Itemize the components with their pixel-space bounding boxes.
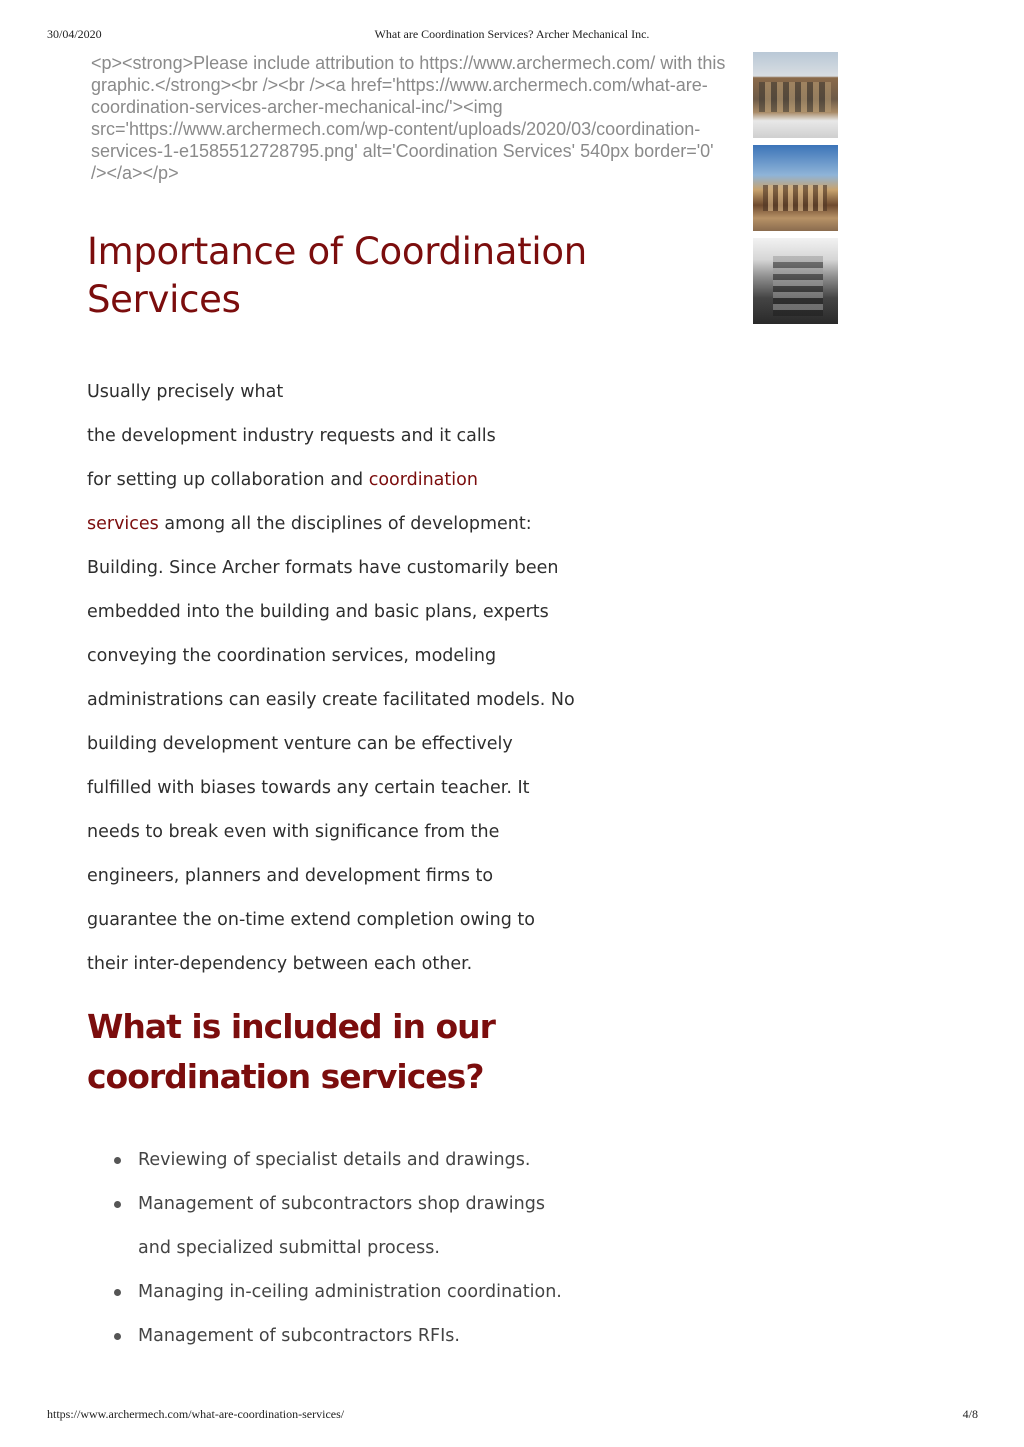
paragraph-line: administrations can easily create facilitated models. No <box>87 690 575 710</box>
bullet-icon <box>114 1289 121 1296</box>
list-item <box>112 1314 672 1358</box>
bullet-icon <box>114 1333 121 1340</box>
embed-code-line: graphic.</strong><br /><br /><a href='https://www.archermech.com/what-are- <box>91 75 708 95</box>
paragraph-line: embedded into the building and basic plans, experts <box>87 602 549 622</box>
paragraph-line: guarantee the on-time extend completion owing to <box>87 910 536 930</box>
print-url[interactable]: https://www.archermech.com/what-are-coordination-services/ <box>47 1407 345 1421</box>
embed-code-line: services-1-e1585512728795.png' alt='Coordination Services' 540px border='0' <box>91 141 714 161</box>
print-page-title: What are Coordination Services? Archer Mechanical Inc. <box>374 27 650 41</box>
paragraph-line: engineers, planners and development firms to <box>87 866 494 886</box>
print-header <box>0 27 1024 43</box>
paragraph-text: for setting up collaboration and <box>87 470 369 490</box>
included-list <box>112 1138 672 1358</box>
embed-code-snippet <box>91 52 757 192</box>
paragraph-text: among all the disciplines of development: <box>158 514 532 534</box>
paragraph-line: Building. Since Archer formats have customarily been <box>87 558 559 578</box>
embed-code-line: coordination-services-archer-mechanical-inc/'><img <box>91 97 503 117</box>
paragraph-line: building development venture can be effectively <box>87 734 513 754</box>
paragraph-line: Usually precisely what <box>87 382 284 402</box>
embed-code-line: <p><strong>Please include attribution to https://www.archermech.com/ with this <box>91 53 726 73</box>
list-item-text: Managing in-ceiling administration coordination. <box>138 1282 562 1302</box>
paragraph-line <box>87 502 647 546</box>
print-date: 30/04/2020 <box>47 27 102 41</box>
paragraph-line: their inter-dependency between each other. <box>87 954 473 974</box>
building-thumbnail-2[interactable] <box>753 145 838 231</box>
bullet-icon <box>114 1201 121 1208</box>
list-item <box>112 1138 672 1182</box>
building-thumbnail-1[interactable] <box>753 52 838 138</box>
paragraph-line: conveying the coordination services, modeling <box>87 646 497 666</box>
list-item <box>112 1182 672 1270</box>
sidebar-thumbnails <box>753 52 838 331</box>
included-heading <box>87 1002 647 1102</box>
importance-heading-line: Services <box>87 278 241 321</box>
coordination-services-link[interactable]: services <box>87 514 159 534</box>
building-thumbnail-3[interactable] <box>753 238 838 324</box>
coordination-services-link[interactable]: coordination <box>368 470 478 490</box>
paragraph-line: needs to break even with significance from the <box>87 822 500 842</box>
paragraph-line: fulfilled with biases towards any certain teacher. It <box>87 778 530 798</box>
list-item <box>112 1270 672 1314</box>
embed-code-line: src='https://www.archermech.com/wp-content/uploads/2020/03/coordination- <box>91 119 701 139</box>
list-item-text: Reviewing of specialist details and drawings. <box>138 1150 531 1170</box>
list-item-text: Management of subcontractors RFIs. <box>138 1326 460 1346</box>
included-heading-line: coordination services? <box>87 1057 484 1096</box>
page-number: 4/8 <box>962 1407 978 1421</box>
importance-heading <box>87 228 647 324</box>
list-item-text: Management of subcontractors shop drawings <box>138 1194 545 1214</box>
bullet-icon <box>114 1157 121 1164</box>
embed-code-line: /></a></p> <box>91 163 179 183</box>
print-footer <box>0 1407 1024 1423</box>
importance-paragraph <box>87 370 647 986</box>
paragraph-line: the development industry requests and it calls <box>87 426 496 446</box>
list-item-text: and specialized submittal process. <box>138 1238 440 1258</box>
included-heading-line: What is included in our <box>87 1007 495 1046</box>
paragraph-line <box>87 458 647 502</box>
importance-heading-line: Importance of Coordination <box>87 230 587 273</box>
